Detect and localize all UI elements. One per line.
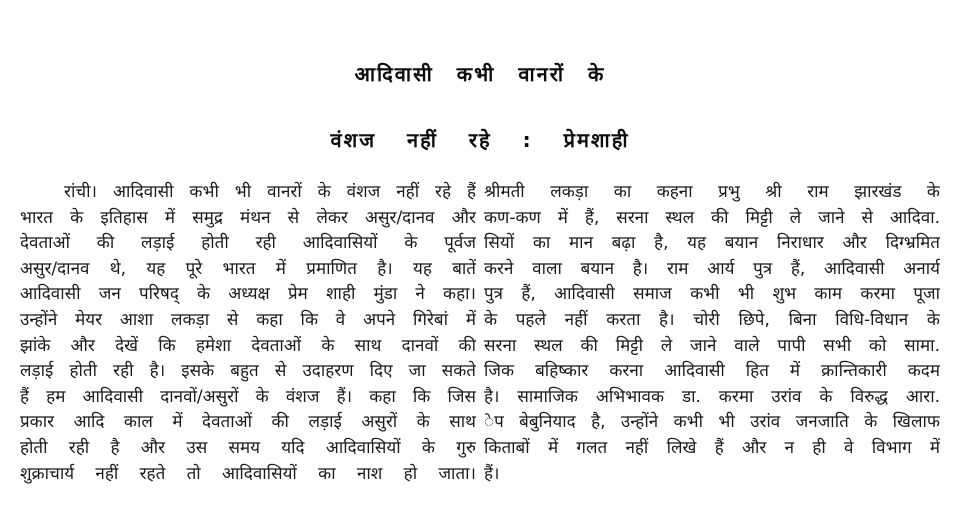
headline-line-2: वंशज नहीं रहे : प्रेमशाही xyxy=(330,128,630,152)
article-line: ेप बेबुनियाद है, उन्होंने कभी भी उरांव जनजाति के खिलाफ xyxy=(484,412,940,433)
article-line: होती रही है और उस समय यदि आदिवासियों के गुरु xyxy=(20,437,476,458)
article-line: है। सामाजिक अभिभावक डा. करमा उरांव के विरुद्ध आरा. xyxy=(484,386,940,407)
article-line: लड़ाई होती रही है। इसके बहुत से उदाहरण दिए जा सकते xyxy=(20,361,476,382)
article-line: हैं। xyxy=(484,463,500,484)
article-line: पुत्र हैं, आदिवासी समाज कभी भी शुभ काम करमा पूजा xyxy=(484,284,940,305)
article-line: उन्होंने मेयर आशा लकड़ा से कहा कि वे अपने गिरेबां में xyxy=(20,309,476,330)
article-line: करने वाला बयान है। राम आर्य पुत्र हैं, आदिवासी अनार्य xyxy=(484,258,940,279)
article-left-column xyxy=(20,180,476,487)
article-line: देवताओं की लड़ाई होती रही आदिवासियों के पूर्वज xyxy=(20,233,476,254)
article-line: सरना स्थल की मिट्टी ले जाने वाले पापी सभी को सामा. xyxy=(484,335,940,356)
article-line: प्रकार आदि काल में देवताओं की लड़ाई असुरों के साथ xyxy=(20,412,476,433)
article-right-column xyxy=(484,180,940,487)
article-line: रांची। आदिवासी कभी भी वानरों के वंशज नहीं रहे हैं xyxy=(64,182,476,202)
headline-line-1: आदिवासी कभी वानरों के xyxy=(354,62,606,86)
article-line: भारत के इतिहास में समुद्र मंथन से लेकर असुर/दानव और xyxy=(20,207,476,228)
article-line: सियों का मान बढ़ा है, यह बयान निराधार और दिग्भ्रमित xyxy=(484,233,940,254)
article-line: किताबों में गलत नहीं लिखे हैं और न ही वे विभाग में xyxy=(484,437,940,458)
article-line: हैं हम आदिवासी दानवों/असुरों के वंशज हैं। कहा कि जिस xyxy=(20,386,476,407)
article-line: श्रीमती लकड़ा का कहना प्रभु श्री राम झारखंड के xyxy=(484,182,940,202)
article-line: आदिवासी जन परिषद् के अध्यक्ष प्रेम शाही मुंडा ने कहा। xyxy=(20,284,476,305)
article-line: शुक्राचार्य नहीं रहते तो आदिवासियों का नाश हो जाता। xyxy=(20,463,476,484)
article-line: झांके और देखें कि हमेशा देवताओं के साथ दानवों की xyxy=(20,335,476,356)
article-line: जिक बहिष्कार करना आदिवासी हित में क्रान्तिकारी कदम xyxy=(484,361,940,382)
article-line: कण-कण में हैं, सरना स्थल की मिट्टी ले जाने से आदिवा. xyxy=(484,207,940,228)
article-line: के पहले नहीं करता है। चोरी छिपे, बिना विधि-विधान के xyxy=(484,309,940,330)
article-line: असुर/दानव थे, यह पूरे भारत में प्रमाणित है। यह बातें xyxy=(20,258,476,279)
